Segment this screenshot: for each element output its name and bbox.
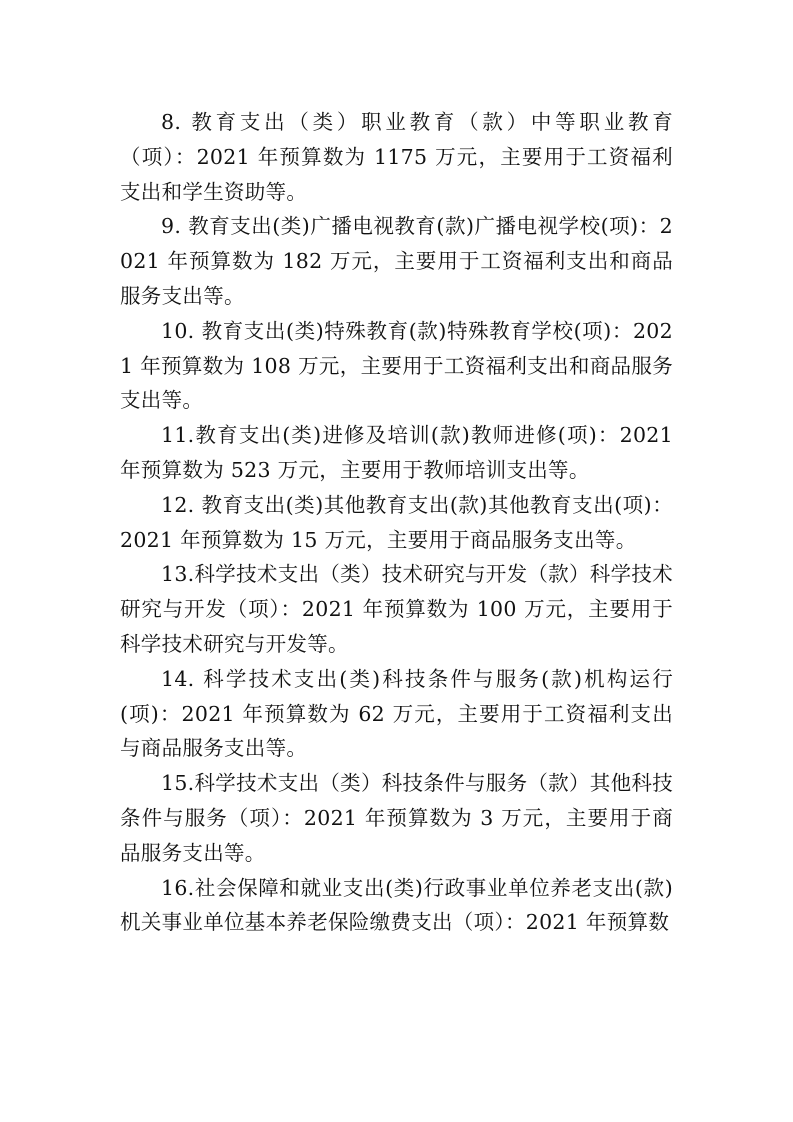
paragraph-item-9: 9. 教育支出(类)广播电视教育(款)广播电视学校(项)：2021 年预算数为 182 万元，主要用于工资福利支出和商品服务支出等。 bbox=[120, 214, 673, 308]
paragraph-item-10: 10. 教育支出(类)特殊教育(款)特殊教育学校(项)：2021 年预算数为 108 万元，主要用于工资福利支出和商品服务支出等。 bbox=[120, 318, 673, 413]
paragraph-item-15: 15.科学技术支出（类）科技条件与服务（款）其他科技条件与服务（项）：2021 年预算数为 3 万元，主要用于商品服务支出等。 bbox=[120, 771, 673, 865]
paragraph-item-13: 13.科学技术支出（类）技术研究与开发（款）科学技术研究与开发（项）：2021 年预算数为 100 万元，主要用于科学技术研究与开发等。 bbox=[120, 562, 673, 656]
paragraph-item-12: 12. 教育支出(类)其他教育支出(款)其他教育支出(项)：2021 年预算数为 15 万元，主要用于商品服务支出等。 bbox=[120, 492, 673, 552]
paragraph-item-11: 11.教育支出(类)进修及培训(款)教师进修(项)：2021 年预算数为 523 万元，主要用于教师培训支出等。 bbox=[120, 423, 673, 482]
paragraph-item-14: 14. 科学技术支出(类)科技条件与服务(款)机构运行(项)：2021 年预算数为 62 万元，主要用于工资福利支出与商品服务支出等。 bbox=[120, 666, 673, 761]
paragraph-item-16: 16.社会保障和就业支出(类)行政事业单位养老支出(款)机关事业单位基本养老保险缴费支出（项）：2021 年预算数 bbox=[120, 875, 673, 935]
paragraph-item-8: 8. 教育支出（类）职业教育（款）中等职业教育（项）：2021 年预算数为 1175 万元，主要用于工资福利支出和学生资助等。 bbox=[120, 110, 673, 204]
document-body bbox=[120, 105, 673, 940]
